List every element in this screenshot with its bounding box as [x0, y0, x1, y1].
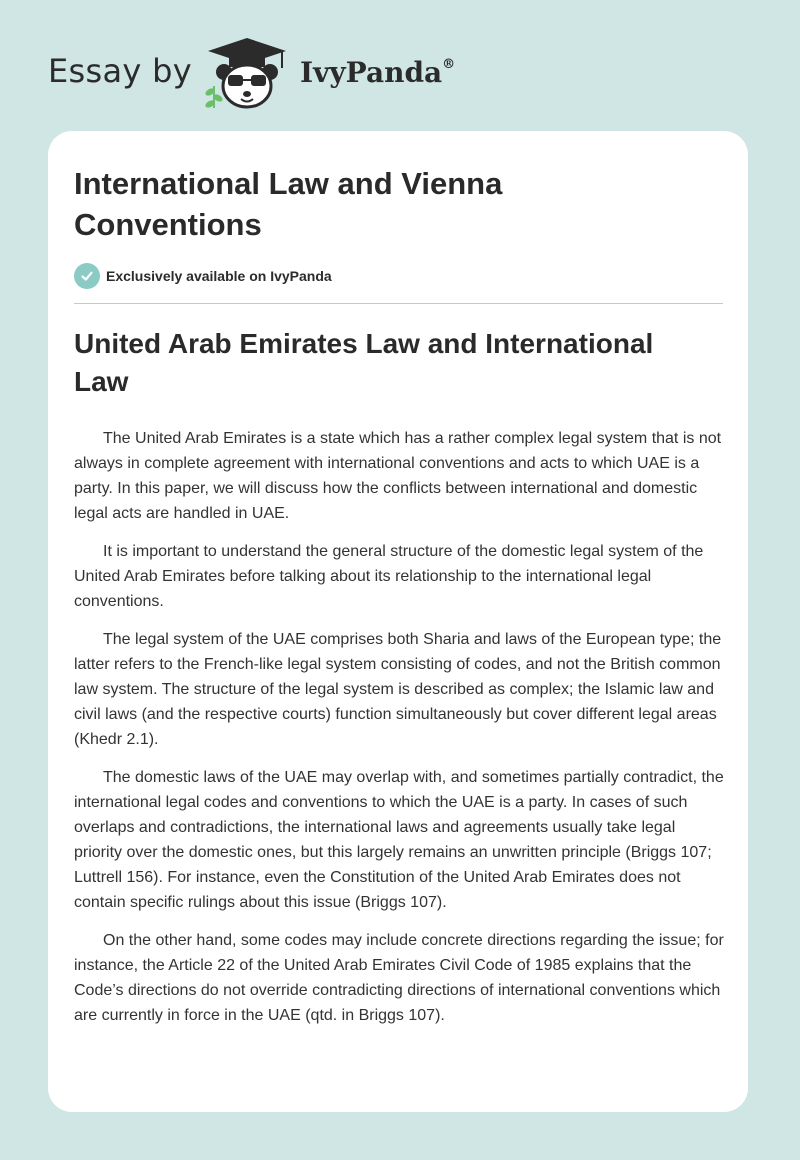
paragraph: The legal system of the UAE comprises both Sharia and laws of the European type; the latter refers to the French-like legal system consisting of codes, and not the British common law system. The structure of the legal system is described as complex; the Islamic law and civil laws (and the respective courts) function simultaneously but cover different legal areas (Khedr 2.1).	[74, 631, 722, 748]
exclusive-badge	[74, 263, 332, 289]
essay-card	[48, 131, 748, 1112]
site-header	[48, 34, 748, 114]
registered-mark: ®	[442, 57, 456, 72]
essay-by-label: Essay by	[48, 52, 192, 90]
paragraph: On the other hand, some codes may include concrete directions regarding the issue; for instance, the Article 22 of the United Arab Emirates Civil Code of 1985 explains that the Code’s directions do not override contradicting directions of international conventions which are currently in force in the UAE (qtd. in Briggs 107).	[74, 932, 724, 1024]
brand-name-text: IvyPanda	[300, 56, 443, 89]
divider	[74, 303, 723, 304]
exclusive-label: Exclusively available on IvyPanda	[106, 268, 332, 284]
paragraph: It is important to understand the general structure of the domestic legal system of the United Arab Emirates before talking about its relationship to the international legal conventions.	[74, 543, 704, 610]
panda-logo-icon[interactable]	[202, 34, 292, 110]
paragraph: The domestic laws of the UAE may overlap with, and sometimes partially contradict, the international legal codes and conventions to which the UAE is a party. In cases of such overlaps and contradictions, the international laws and agreements usually take legal priority over the domestic ones, but this largely remains an unwritten principle (Briggs 107; Luttrell 156). For instance, even the Constitution of the United Arab Emirates does not contain specific rulings about this issue (Briggs 107).	[74, 769, 724, 911]
brand-name[interactable]	[300, 56, 455, 89]
section-heading: United Arab Emirates Law and International Law	[74, 328, 654, 397]
essay-title: International Law and Vienna Conventions	[74, 166, 503, 242]
essay-body	[74, 426, 726, 1041]
check-icon	[74, 263, 100, 289]
paragraph: The United Arab Emirates is a state which has a rather complex legal system that is not always in complete agreement with international conventions and acts to which UAE is a party. In this paper, we will discuss how the conflicts between international and domestic legal acts are handled in UAE.	[74, 430, 722, 522]
